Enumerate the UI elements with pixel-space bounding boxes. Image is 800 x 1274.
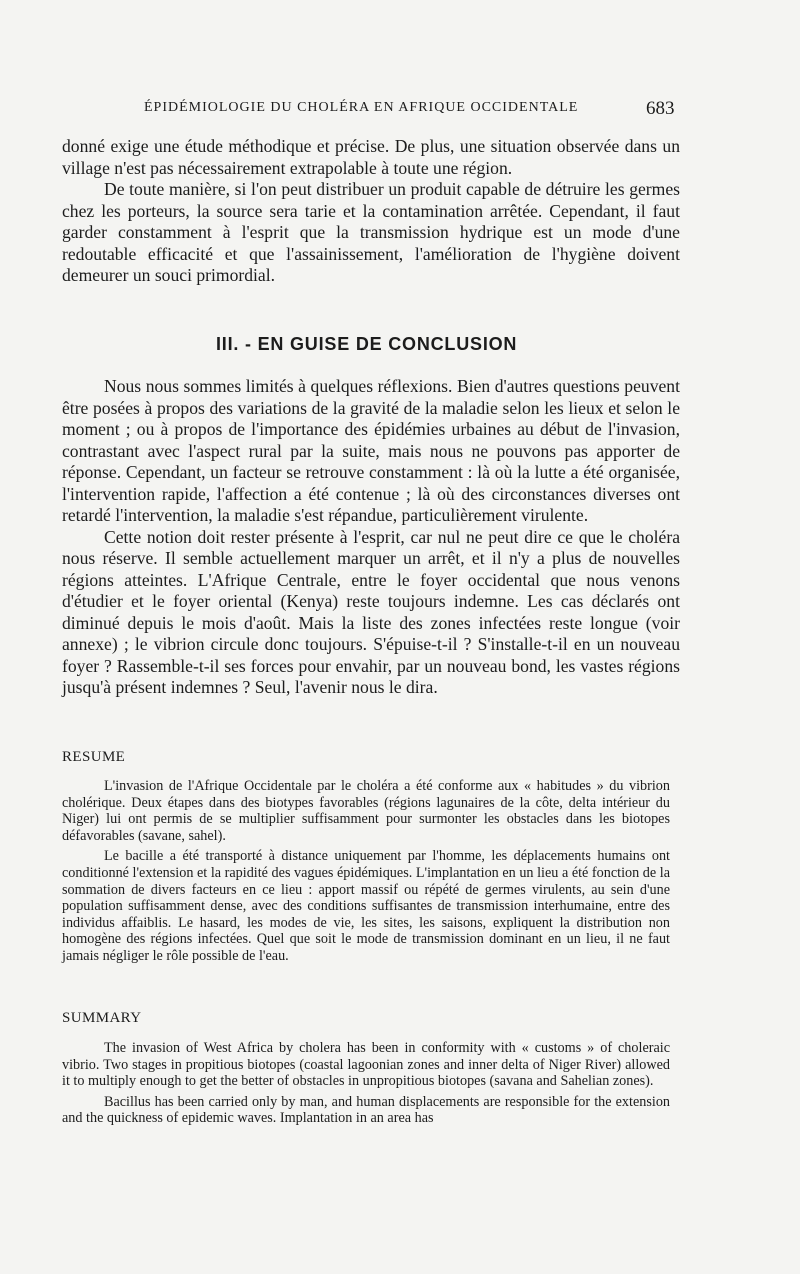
running-head: ÉPIDÉMIOLOGIE DU CHOLÉRA EN AFRIQUE OCCIDENTALE — [144, 100, 579, 115]
resume-paragraph: Le bacille a été transporté à distance uniquement par l'homme, les déplacements humains ont conditionné l'extension et la rapidité des vagues épidémiques. L'implantation en un lieu a été fonction de la sommation de divers facteurs en ce lieu : apport massif ou répété de germes virulents, au sein d'une population suffisamment dense, avec des conditions suffisantes de transmission interhumaine, entre des individus affaiblis. Le hasard, les modes de vie, les sites, les saisons, expliquent la distribution non homogène des régions infectées. Quel que soit le mode de transmission dominant en un lieu, il ne faut jamais négliger le rôle possible de l'eau. — [62, 848, 670, 964]
conclusion-paragraph: Nous nous sommes limités à quelques réflexions. Bien d'autres questions peuvent être posées à propos des variations de la gravité de la maladie selon les lieux et selon le moment ; ou à propos de l'importance des épidémies urbaines au début de l'invasion, contrastant avec l'aspect rural par la suite, mais nous ne pouvons pas apporter de réponse. Cependant, un facteur se retrouve constamment : là où la lutte a été organisée, l'intervention rapide, l'affection a été contenue ; là où des circonstances diverses ont retardé l'intervention, la maladie s'est répandue, particulièrement virulente. — [62, 376, 680, 525]
page-number: 683 — [646, 98, 675, 119]
intro-text — [62, 136, 680, 287]
summary-heading: SUMMARY — [62, 1010, 142, 1026]
section-heading: III. - EN GUISE DE CONCLUSION — [216, 334, 518, 354]
resume-paragraph: L'invasion de l'Afrique Occidentale par le choléra a été conforme aux « habitudes » du vibrion cholérique. Deux étapes dans des biotypes favorables (régions lagunaires de la côte, delta intérieur du Niger) lui ont permis de se multiplier suffisamment pour surmonter les obstacles dans les biotopes défavorables (savane, sahel). — [62, 778, 670, 844]
intro-paragraph: donné exige une étude méthodique et précise. De plus, une situation observée dans un village n'est pas nécessairement extrapolable à toute une région. — [62, 136, 680, 178]
resume-heading: RESUME — [62, 749, 126, 765]
conclusion-text — [62, 376, 680, 699]
conclusion-paragraph: Cette notion doit rester présente à l'esprit, car nul ne peut dire ce que le choléra nous réserve. Il semble actuellement marquer un arrêt, et il n'y a plus de nouvelles régions atteintes. L'Afrique Centrale, entre le foyer occidental que nous venons d'étudier et le foyer oriental (Kenya) reste toujours indemne. Les cas déclarés ont diminué depuis le mois d'août. Mais la liste des zones infectées reste longue (voir annexe) ; le vibrion circule donc toujours. S'épuise-t-il ? S'installe-t-il en un nouveau foyer ? Rassemble-t-il ses forces pour envahir, par un nouveau bond, les vastes régions jusqu'à présent indemnes ? Seul, l'avenir nous le dira. — [62, 526, 680, 697]
summary-paragraph: The invasion of West Africa by cholera has been in conformity with « customs » of choleraic vibrio. Two stages in propitious biotopes (coastal lagoonian zones and inner delta of Niger River) allowed it to multiply enough to get the better of obstacles in unpropitious biotopes (savana and Sahelian zones). — [62, 1040, 670, 1090]
intro-paragraph: De toute manière, si l'on peut distribuer un produit capable de détruire les germes chez les porteurs, la source sera tarie et la contamination arrêtée. Cependant, il faut garder constamment à l'esprit que la transmission hydrique est un mode d'une redoutable efficacité et que l'assainissement, l'amélioration de l'hygiène doivent demeurer un souci primordial. — [62, 179, 680, 285]
summary-text — [62, 1040, 670, 1131]
resume-text — [62, 778, 670, 969]
summary-paragraph: Bacillus has been carried only by man, and human displacements are responsible for the extension and the quickness of epidemic waves. Implantation in an area has — [62, 1093, 670, 1127]
